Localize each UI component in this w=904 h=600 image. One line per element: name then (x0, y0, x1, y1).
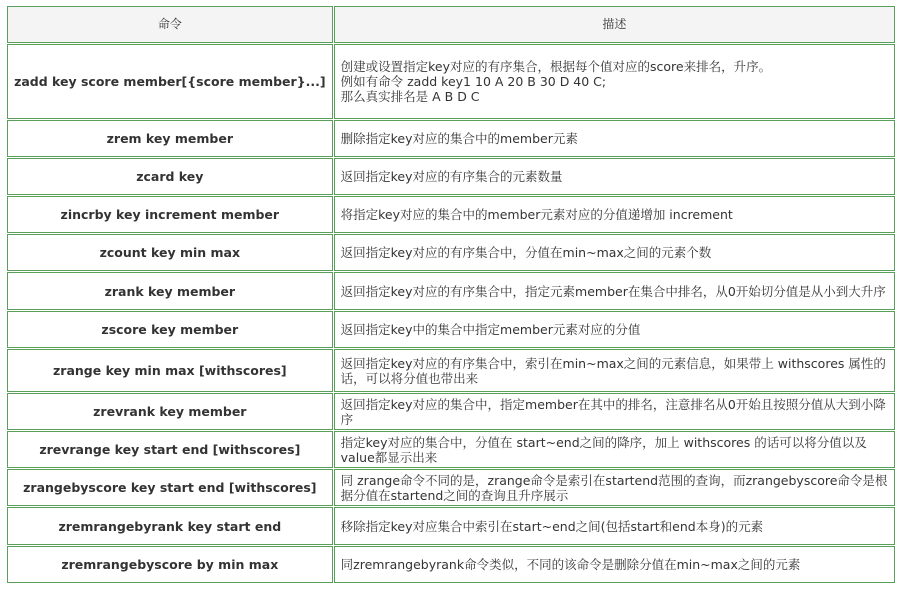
header-description: 描述 (334, 6, 895, 43)
description-cell: 删除指定key对应的集合中的member元素 (334, 120, 895, 157)
description-cell: 返回指定key对应的有序集合的元素数量 (334, 158, 895, 195)
command-cell: zrange key min max [withscores] (7, 349, 333, 392)
description-line: 例如有命令 zadd key1 10 A 20 B 30 D 40 C; (340, 74, 607, 89)
table-row (7, 546, 896, 584)
description-cell: 同 zrange命令不同的是，zrange命令是索引在startend范围的查询，而zrangebyscore命令是根据分值在startend之间的查询且升序展示 (334, 469, 895, 506)
command-cell: zrank key member (7, 272, 333, 310)
table-row (7, 311, 896, 349)
description-cell: 返回指定key中的集合中指定member元素对应的分值 (334, 311, 895, 348)
table-row (7, 120, 896, 158)
table-row (7, 234, 896, 272)
description-cell: 返回指定key对应的有序集合中，指定元素member在集合中排名，从0开始切分值是从小到大升序 (334, 272, 895, 310)
table-row (7, 44, 896, 120)
description-cell: 返回指定key对应的有序集合中，索引在min~max之间的元素信息，如果带上 withscores 属性的话，可以将分值也带出来 (334, 349, 895, 392)
description-line: 那么真实排名是 A B D C (340, 89, 480, 104)
command-cell: zscore key member (7, 311, 333, 348)
table-row (7, 349, 896, 393)
command-cell: zcard key (7, 158, 333, 195)
command-cell: zadd key score member[{score member}...] (7, 44, 333, 119)
command-cell: zremrangebyrank key start end (7, 507, 333, 545)
description-cell: 将指定key对应的集合中的member元素对应的分值递增加 increment (334, 196, 895, 233)
command-cell: zrem key member (7, 120, 333, 157)
command-cell: zremrangebyscore by min max (7, 546, 333, 583)
description-cell: 返回指定key对应的集合中，指定member在其中的排名，注意排名从0开始且按照分值从大到小降序 (334, 393, 895, 430)
command-cell: zrangebyscore key start end [withscores] (7, 469, 333, 506)
redis-sorted-set-command-table (7, 6, 896, 584)
table-row (7, 158, 896, 196)
command-cell: zincrby key increment member (7, 196, 333, 233)
command-cell: zrevrange key start end [withscores] (7, 431, 333, 468)
header-command: 命令 (7, 6, 333, 43)
command-cell: zcount key min max (7, 234, 333, 271)
description-cell: 移除指定key对应集合中索引在start~end之间(包括start和end本身)的元素 (334, 507, 895, 545)
command-cell: zrevrank key member (7, 393, 333, 430)
table-row (7, 272, 896, 311)
table-row (7, 196, 896, 234)
description-line: 创建或设置指定key对应的有序集合，根据每个值对应的score来排名，升序。 (340, 59, 772, 74)
description-cell: 返回指定key对应的有序集合中，分值在min~max之间的元素个数 (334, 234, 895, 271)
description-cell: 指定key对应的集合中，分值在 start~end之间的降序，加上 withscores 的话可以将分值以及value都显示出来 (334, 431, 895, 468)
table-row (7, 507, 896, 546)
table-header-row (7, 6, 896, 44)
description-cell (334, 44, 895, 119)
table-row (7, 431, 896, 469)
table-row (7, 393, 896, 431)
table-row (7, 469, 896, 507)
description-cell: 同zremrangebyrank命令类似，不同的该命令是删除分值在min~max之间的元素 (334, 546, 895, 583)
